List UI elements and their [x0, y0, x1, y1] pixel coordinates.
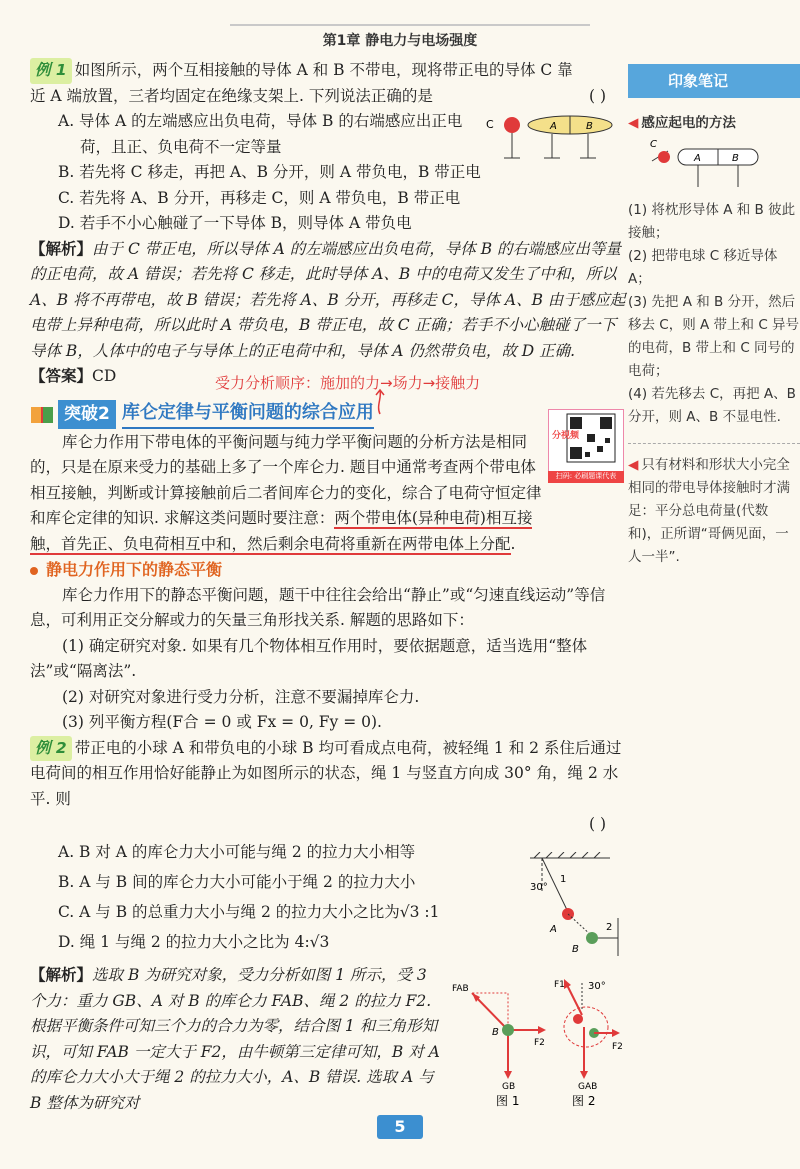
- svg-text:B: B: [492, 1027, 499, 1038]
- svg-text:C: C: [650, 139, 657, 150]
- note1-item-1: (1) 将枕形导体 A 和 B 彼此接触；: [628, 202, 796, 241]
- example2-figure: [520, 852, 630, 962]
- qr-code-icon: [549, 410, 621, 466]
- step-3: (3) 列平衡方程(F合 = 0 或 Fx = 0, Fy = 0).: [62, 713, 382, 731]
- example2-option-b: B. A 与 B 间的库仑力大小可能小于绳 2 的拉力大小: [58, 873, 416, 891]
- step-2: (2) 对研究对象进行受力分析，注意不要漏掉库仑力.: [62, 687, 420, 706]
- example2-label: 例 2: [30, 736, 72, 762]
- note1-figure: [628, 135, 778, 191]
- example2-analysis: 【解析】选取 B 为研究对象，受力分析如图 1 所示，受 3 个力：重力 GB、A 对 B 的库仑力 FAB、绳 2 的拉力 F2. 根据平衡条件可知三个力的合力为零，结合图 1 和三角形知识，可知 FAB 一定大于 F2，由牛顿第三定律可知，B 对 A 的库仑力大小大于绳 2 的拉力大小，A、B 错误. 选取 A 与 B 整体为研究对: [30, 966, 440, 1112]
- example1-option-b: B. 若先将 C 移走，再把 A、B 分开，则 A 带负电，B 带正电: [58, 163, 481, 181]
- svg-text:30°: 30°: [530, 882, 548, 893]
- figure-1-caption: 图 1: [496, 1094, 520, 1108]
- book-icon: [30, 404, 54, 426]
- svg-text:A: A: [694, 153, 701, 164]
- example2-stem: 例 2 带正电的小球 A 和带负电的小球 B 均可看成点电荷，被轻绳 1 和 2 系住后通过电荷间的相互作用恰好能静止为如图所示的状态，绳 1 与竖直方向成 30° 角，绳 2 水平. 则: [30, 736, 626, 813]
- example2-option-d: D. 绳 1 与绳 2 的拉力大小之比为 4:√3: [58, 933, 330, 951]
- section2-para: 库仑力作用下带电体的平衡问题与纯力学平衡问题的分析方法是相同的，只是在原来受力的基础上多了一个库仑力. 题目中通常考查两个带电体相互接触，判断或计算接触前后二者间库仑力的变化，综合了电荷守恒定律和库仑定律的知识. 求解这类问题时要注意：两个带电体(异种电荷)相互接触，首先正、负电荷相互中和，然后剩余电荷将重新在两带电体上分配.: [30, 432, 542, 553]
- section2-title: 库仑定律与平衡问题的综合应用: [122, 400, 374, 430]
- svg-text:F1: F1: [554, 980, 565, 990]
- example1-stem2: 近 A 端放置，三者均固定在绝缘支架上. 下列说法正确的是 ( ): [30, 84, 626, 110]
- example1-option-d: D. 若手不小心触碰了一下导体 B，则导体 A 带负电: [58, 214, 412, 232]
- charged-ball-c: [504, 117, 520, 133]
- sidebar-notes: [628, 58, 800, 569]
- step-1: (1) 确定研究对象. 如果有几个物体相互作用时，要依据题意，适当选用“整体法”或“隔离法”.: [30, 636, 588, 680]
- fig-label-c: C: [486, 118, 494, 131]
- svg-text:2: 2: [606, 922, 613, 933]
- svg-text:GB: GB: [502, 1082, 516, 1092]
- bullet-dot-icon: [30, 567, 38, 575]
- svg-text:B: B: [572, 944, 579, 955]
- example1-stem: 例 1 如图所示，两个互相接触的导体 A 和 B 不带电，现将带正电的导体 C 靠: [30, 58, 626, 84]
- note1-item-4: (4) 若先移去 C，再把 A、B 分开，则 A、B 不显电性.: [628, 386, 796, 425]
- example2-paren-line: ( ): [588, 815, 606, 833]
- svg-text:GAB: GAB: [578, 1082, 598, 1092]
- note1-item-3: (3) 先把 A 和 B 分开，然后移去 C，则 A 带上和 C 异号的电荷，B 带上和 C 同号的电荷；: [628, 294, 800, 379]
- example1-label: 例 1: [30, 58, 72, 84]
- analysis-label: 【解析】: [30, 239, 93, 258]
- triangle-icon: ◀: [628, 115, 639, 131]
- sidebar-divider: [628, 443, 800, 444]
- svg-text:1: 1: [560, 874, 567, 885]
- example2-option-c: C. A 与 B 的总重力大小与绳 2 的拉力大小之比为√3 :1: [58, 903, 440, 921]
- svg-text:A: A: [550, 924, 557, 935]
- key-point-underline: 两个带电体(异种电荷)相互接触，首先正、负电荷相互中和，然后剩余电荷将重新在两带电体上分配: [30, 509, 533, 553]
- svg-text:分视频: 分视频: [552, 431, 580, 441]
- answer-paren: ( ): [588, 86, 606, 105]
- note2: ◀ 只有材料和形状大小完全相同的带电导体接触时才满足：平分总电荷量(代数和)，正所谓“哥俩见面，一人一半”.: [628, 457, 790, 565]
- example1-analysis: 【解析】由于 C 带正电，所以导体 A 的左端感应出负电荷，导体 B 的右端感应出等量的正电荷，故 A 错误；若先将 C 移走，此时导体 A、B 中的电荷又发生了中和，所以 A、B 将不再带电，故 B 错误；若先将 A、B 分开，再移走 C，导体 A、B 由于感应起电带上异种电荷，所以此时 A 带负电，B 带正电，故 C 正确；若手不小心触碰了一下导体 B，人体中的电子与导体上的正电荷中和，导体 A 仍然带负电，故 D 正确.: [30, 239, 626, 360]
- example1-option-a-cont: 荷，且正、负电荷不一定等量: [80, 137, 282, 156]
- qr-label: 扫码: 必刷题课代表: [548, 471, 624, 483]
- example1-option-c: C. 若先将 A、B 分开，再移走 C，则 A 带负电，B 带正电: [58, 188, 461, 207]
- handwritten-note: 受力分析顺序：施加的力→场力→接触力: [215, 374, 481, 392]
- sidebar-header: 印象笔记: [628, 64, 800, 98]
- chapter-title: 第1章 静电力与电场强度: [322, 33, 478, 49]
- header-rule: [230, 24, 590, 26]
- handwritten-arrow-icon: [370, 388, 390, 416]
- subsection-title: 静电力作用下的静态平衡: [30, 557, 626, 583]
- svg-text:F2: F2: [534, 1038, 545, 1048]
- svg-text:FAB: FAB: [452, 984, 469, 994]
- svg-text:F2: F2: [612, 1042, 623, 1052]
- svg-text:B: B: [732, 153, 739, 164]
- example2-option-a: A. B 对 A 的库仑力大小可能与绳 2 的拉力大小相等: [58, 843, 416, 861]
- note1-item-2: (2) 把带电球 C 移近导体 A；: [628, 248, 778, 287]
- svg-text:B: B: [586, 121, 593, 132]
- example1-option-a: A. 导体 A 的左端感应出负电荷，导体 B 的右端感应出正电: [58, 112, 463, 130]
- svg-text:30°: 30°: [588, 981, 606, 992]
- section2-tag: 突破2: [58, 400, 116, 430]
- triangle-icon: ◀: [628, 457, 639, 473]
- figure-2: [528, 975, 628, 1110]
- example1-figure: [482, 108, 627, 168]
- ball-b: [586, 932, 598, 944]
- example1-answer: 【答案】CD: [30, 367, 117, 385]
- figure-2-caption: 图 2: [572, 1094, 596, 1108]
- section2-header: [30, 400, 626, 430]
- svg-text:A: A: [550, 121, 557, 132]
- subsection-para: 库仑力作用下的静态平衡问题，题干中往往会给出“静止”或“匀速直线运动”等信息，可利用正交分解或力的矢量三角形找关系. 解题的思路如下：: [30, 585, 606, 629]
- note1-title: ◀ 感应起电的方法: [628, 115, 736, 131]
- page-number: 5: [377, 1115, 423, 1139]
